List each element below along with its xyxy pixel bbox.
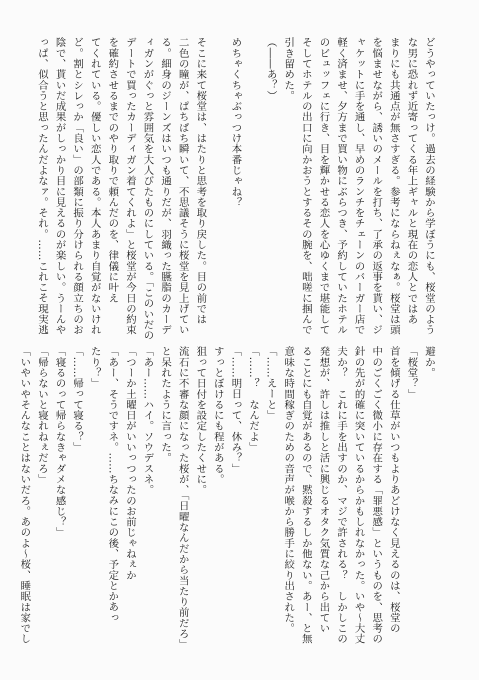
bottom-text-line: 夫か？ これに手を出すのか、マジで許される？ しかしこの	[335, 346, 348, 645]
top-text-line: デートで買ったカーディガン着てくれよ」と桜堂が今日の約束	[123, 37, 136, 336]
bottom-text-line: 「帰らないと寝れねぇだろ」	[35, 346, 48, 485]
top-text-line: のビュッフェに行き、目を輝かせる恋人を心ゆくまで堪能して	[317, 37, 330, 336]
bottom-text-line: 「……えーと」	[264, 346, 277, 421]
bottom-text-line: 「あー、そうですネ。……ちなみにこの後、予定とかあっ	[106, 346, 119, 623]
bottom-text-line: 「……明日って、休み？」	[229, 346, 242, 474]
top-text-line: 軽く済ませ、夕方まで買い物にぶらつき、予約していたホテル	[335, 37, 348, 336]
bottom-text-line: たり？」	[88, 346, 101, 389]
bottom-text-line: 「桜堂？」	[405, 346, 418, 400]
top-text-line: そこに来て桜堂は、はたりと思考を取り戻した。目の前では	[194, 37, 207, 325]
top-text-line: てくれている。優しい恋人である。本人あまり自覚がないけれ	[88, 37, 101, 336]
top-text-line: めちゃくちゃぶっつけ本番じゃね？	[229, 37, 242, 208]
bottom-text-line: と呆れたように言った。	[159, 346, 172, 464]
bottom-text-line: 「寝るのって帰らなきゃダメな感じ？」	[53, 346, 66, 538]
top-text-line: を確約させるまでのやり取りで頼んだのを、律儀に叶え	[106, 37, 119, 304]
bottom-text-line: 「つーか土曜日がいいっつったのお前じゃねぇか	[123, 346, 136, 581]
top-text-line: 二色の瞳が、ぱちぱち瞬いて、不思議そうに桜堂を見上げてい	[176, 37, 189, 336]
top-text-line: ど。割とシレっか「良い」の部類に振り分けられる顔立ちのお	[71, 37, 84, 336]
bottom-text-line: 「……？ なんだよ」	[247, 346, 260, 453]
top-text-line: （――あ？）	[264, 37, 277, 101]
bottom-text-line: 流石に不審な顔になった桜が、「日曜なんだから当たり前だろ」	[176, 346, 189, 650]
top-text-line: そしてホテルの出口に向かおうとするその腕を、咄嗟に掴んで	[299, 37, 312, 336]
bottom-text-line: 中のごくごく微小に存在する「罪悪感」というものを、思考の	[370, 346, 383, 645]
top-text-line: どうやっていたっけ。過去の経験から学ぼうにも、桜堂のよう	[423, 37, 435, 336]
top-text-line: を悩ませながら、誘いのメールを打ち、了承の返事を貰い、ジ	[370, 37, 383, 336]
bottom-text-line: すっとぼけるにも程がある。	[211, 346, 224, 485]
bottom-text-line: 意味な時間稼ぎのための音声が喉から勝手に絞り出された。	[282, 346, 295, 634]
top-text-line: っぱ、似合うと思ったんだよなァ。それ。……これこそ現実逃	[35, 37, 48, 336]
top-text-line: ィガンがぐっと雰囲気を大人びたものにしている。「このいだの	[141, 37, 154, 341]
top-text-line: 引き留めた。	[282, 37, 295, 101]
bottom-text-line: ることにも自覚があるので、黙殺するしか他ない。あー、と無	[299, 346, 312, 645]
paragraph-gap	[243, 37, 261, 321]
bottom-text-line: 「……帰って寝る？」	[71, 346, 84, 453]
paragraph-gap	[208, 37, 226, 321]
text-block-bottom	[18, 346, 437, 650]
bottom-text-line: 針の先が的確に突いているからかもしれなかった。いや～大丈	[352, 346, 365, 645]
top-text-line: な男に恐れず近寄ってくる年上ギャルと現在の恋人とではあ	[405, 37, 418, 325]
bottom-text-line: 狙って日付を設定したくせに。	[194, 346, 207, 496]
bottom-text-line: 「いやいやそんなことはないだろ。あのよ～桜、睡眠は家でし	[18, 346, 31, 645]
bottom-text-line: 首を傾げる仕草がいつもよりあどけなく見えるのは、桜堂の	[387, 346, 400, 634]
top-text-line: 陰で、貰いだ成果がしっかり目に見えるのが楽しい。うーんや	[53, 37, 66, 336]
bottom-text-line: 「あー……ハイ。ソウデスネ。	[141, 346, 154, 496]
bottom-text-line: 避か。	[423, 346, 435, 378]
top-text-line: る。細身のジーンズはいつも通りだが、羽織った臙脂のカーデ	[159, 37, 172, 336]
top-text-line: まりにも共通点が無さすぎる。参考にならねぇなぁ。桜堂は頭	[387, 37, 400, 336]
bottom-text-line: 発想が、許しは推しと活に興じるオタク気質な己から出てい	[317, 346, 330, 634]
text-block-top	[32, 37, 437, 341]
top-text-line: ャケットに手を通し、早めのランチをチェーンのバーガー店で	[352, 37, 365, 336]
